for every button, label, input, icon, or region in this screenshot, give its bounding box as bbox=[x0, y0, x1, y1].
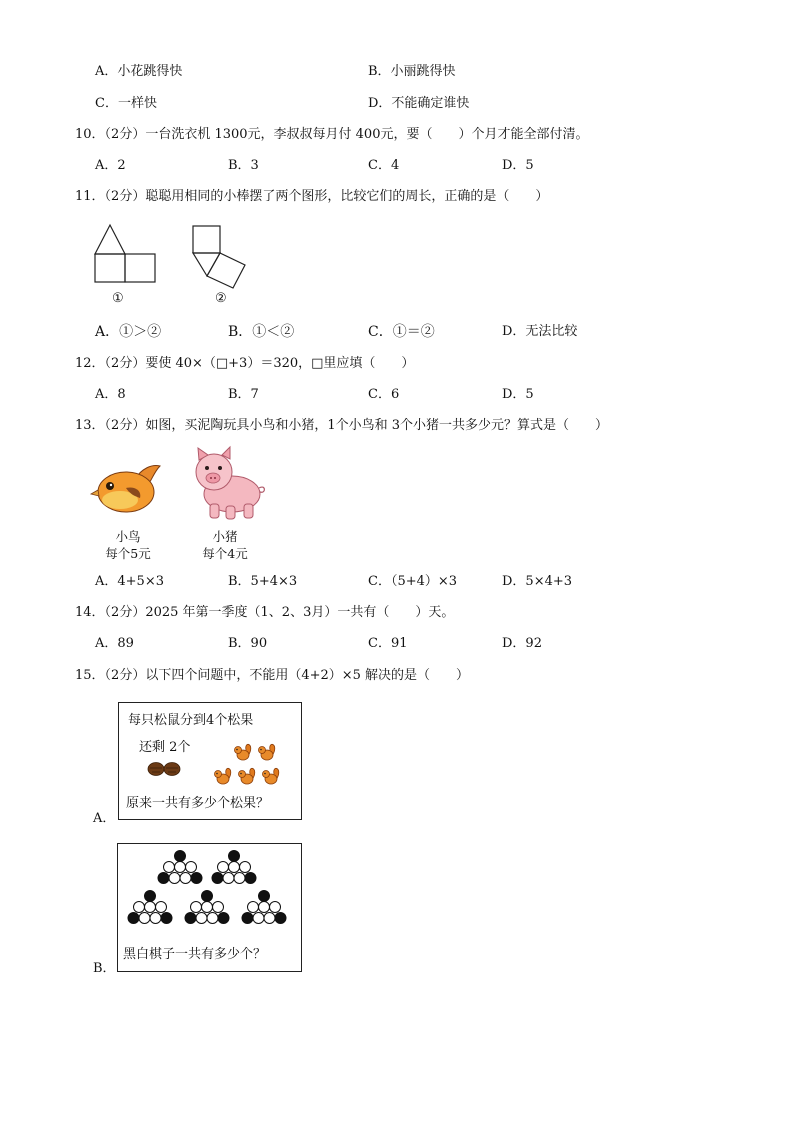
pig-toy-image bbox=[190, 446, 268, 522]
q10-option-a[interactable]: A．2 bbox=[95, 158, 126, 173]
q9-option-b[interactable]: B．小丽跳得快 bbox=[368, 64, 456, 79]
chess-piece-group bbox=[242, 891, 286, 924]
q13-option-b[interactable]: B．5+4×3 bbox=[228, 574, 298, 589]
q11-option-a[interactable]: A．①＞② bbox=[95, 324, 162, 340]
q12-stem: 12．（2分）要使 40×（□+3）＝320，□里应填（ ） bbox=[75, 356, 415, 371]
chess-pieces-figure bbox=[127, 850, 287, 940]
q10-option-b[interactable]: B．3 bbox=[228, 158, 259, 173]
q11-stem: 11．（2分）聪聪用相同的小棒摆了两个图形，比较它们的周长，正确的是（ ） bbox=[75, 189, 549, 204]
chess-piece-group bbox=[185, 891, 229, 924]
q11-figure-2-label: ② bbox=[215, 291, 227, 306]
q13-option-d[interactable]: D．5×4+3 bbox=[502, 574, 573, 589]
squirrel-icon bbox=[259, 744, 275, 760]
squirrel-icon bbox=[215, 768, 231, 784]
pig-price: 每个4元 bbox=[202, 546, 248, 561]
q15-option-a-label[interactable]: A． bbox=[93, 811, 116, 826]
pig-name: 小猪 bbox=[212, 529, 238, 544]
squirrel-icon bbox=[235, 744, 251, 760]
bird-price: 每个5元 bbox=[105, 546, 151, 561]
q15-option-a-line1: 每只松鼠分到4个松果 bbox=[128, 713, 254, 728]
q11-figure-1 bbox=[90, 220, 170, 290]
pinecone-icon bbox=[146, 758, 186, 780]
q12-option-b[interactable]: B．7 bbox=[228, 387, 259, 402]
q10-stem: 10．（2分）一台洗衣机 1300元，李叔叔每月付 400元，要（ ）个月才能全部付清。 bbox=[75, 127, 589, 142]
q15-option-b-label[interactable]: B． bbox=[93, 961, 116, 976]
bird-name: 小鸟 bbox=[115, 529, 141, 544]
q14-option-d[interactable]: D．92 bbox=[502, 636, 542, 651]
q13-stem: 13．（2分）如图，买泥陶玩具小鸟和小猪，1个小鸟和 3个小猪一共多少元？算式是（ ） bbox=[75, 418, 608, 433]
q15-option-a-question: 原来一共有多少个松果？ bbox=[126, 796, 270, 811]
q12-option-a[interactable]: A．8 bbox=[95, 387, 126, 402]
q13-option-a[interactable]: A．4+5×3 bbox=[95, 574, 164, 589]
q14-option-b[interactable]: B．90 bbox=[228, 636, 268, 651]
squirrel-group bbox=[206, 738, 286, 788]
squirrel-icon bbox=[239, 768, 255, 784]
q9-option-d[interactable]: D．不能确定谁快 bbox=[368, 96, 470, 111]
q12-option-c[interactable]: C．6 bbox=[368, 387, 400, 402]
q14-option-c[interactable]: C．91 bbox=[368, 636, 408, 651]
q15-option-a-line2: 还剩 2个 bbox=[139, 740, 191, 755]
q14-stem: 14．（2分）2025 年第一季度（1、2、3月）一共有（ ）天。 bbox=[75, 605, 455, 620]
q14-option-a[interactable]: A．89 bbox=[95, 636, 134, 651]
chess-piece-group bbox=[158, 851, 202, 884]
q9-option-a[interactable]: A．小花跳得快 bbox=[95, 64, 183, 79]
q11-option-d[interactable]: D．无法比较 bbox=[502, 324, 578, 339]
squirrel-icon bbox=[263, 768, 279, 784]
chess-piece-group bbox=[212, 851, 256, 884]
bird-toy-image bbox=[90, 458, 164, 520]
q11-figure-1-label: ① bbox=[112, 291, 124, 306]
q13-option-c[interactable]: C．（5+4）×3 bbox=[368, 574, 458, 589]
q11-figure-2 bbox=[188, 222, 258, 292]
q10-option-d[interactable]: D．5 bbox=[502, 158, 534, 173]
q11-option-c[interactable]: C．①＝② bbox=[368, 324, 435, 340]
chess-piece-group bbox=[128, 891, 172, 924]
q15-stem: 15．（2分）以下四个问题中，不能用（4+2）×5 解决的是（ ） bbox=[75, 668, 470, 683]
q12-option-d[interactable]: D．5 bbox=[502, 387, 534, 402]
q9-option-c[interactable]: C．一样快 bbox=[95, 96, 157, 111]
q10-option-c[interactable]: C．4 bbox=[368, 158, 400, 173]
q11-option-b[interactable]: B．①＜② bbox=[228, 324, 295, 340]
q15-option-b-question: 黑白棋子一共有多少个？ bbox=[123, 947, 267, 962]
